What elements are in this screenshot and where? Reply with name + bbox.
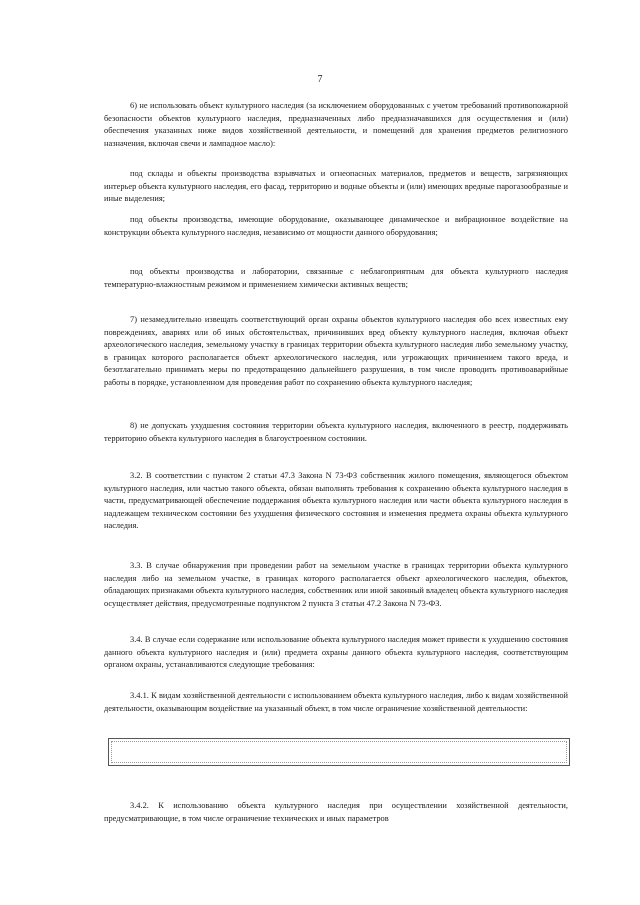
paragraph-3-4-1: 3.4.1. К видам хозяйственной деятельности с использованием объекта культурного наследия, либо к видам хозяйственной деятельности, оказывающим воздействие на указанный объект, в том числе ограничение хозяйственной деятельности:: [104, 691, 568, 713]
paragraph-3-4-2: 3.4.2. К использованию объекта культурного наследия при осуществлении хозяйственной деятельности, предусматривающие, в том числе ограничение технических и иных параметров: [104, 801, 568, 823]
paragraph-production: под объекты производства, имеющие оборудование, оказывающее динамическое и вибрационное воздействие на конструкции объекта культурного наследия, независимо от мощности данного оборудования;: [104, 215, 568, 237]
page-number: 7: [317, 74, 323, 85]
paragraph-8: 8) не допускать ухудшения состояния территории объекта культурного наследия, включенного в реестр, поддерживать территорию объекта культурного наследия в благоустроенном состоянии.: [104, 421, 568, 443]
empty-fill-in-box: [108, 738, 570, 766]
paragraph-laboratories: под объекты производства и лаборатории, связанные с неблагоприятным для объекта культурного наследия температурно-влажностным режимом и применением химически активных веществ;: [104, 267, 568, 289]
paragraph-7: 7) незамедлительно извещать соответствующий орган охраны объектов культурного наследия обо всех известных ему повреждениях, авариях или об иных обстоятельствах, причинивших вред объекту культурного наследия, включая объект археологического наследия, земельному участку в границах территории объекта культурного наследия либо земельному участку, в границах которого располагается объект археологического наследия, или угрожающих причинением такого вреда, и безотлагательно принимать меры по предотвращению дальнейшего разрушения, в том числе проводить противоаварийные работы в порядке, установленном для проведения работ по сохранению объекта культурного наследия;: [104, 315, 568, 387]
paragraph-3-4: 3.4. В случае если содержание или использование объекта культурного наследия может привести к ухудшению состояния данного объекта культурного наследия и (или) предмета охраны данного объекта культурного наследия, соответствующим органом охраны, устанавливаются следующие требования:: [104, 635, 568, 670]
empty-fill-in-box-inner: [111, 741, 567, 763]
paragraph-3-2: 3.2. В соответствии с пунктом 2 статьи 47.3 Закона N 73-ФЗ собственник жилого помещения, являющегося объектом культурного наследия, или частью такого объекта, обязан выполнять требования к сохранению объекта культурного наследия в части, предусматривающей обеспечение поддержания объекта культурного наследия или части объекта культурного наследия в надлежащем техническом состоянии без ухудшения физического состояния и изменения предмета охраны объекта культурного наследия.: [104, 471, 568, 531]
paragraph-warehouses: под склады и объекты производства взрывчатых и огнеопасных материалов, предметов и веществ, загрязняющих интерьер объекта культурного наследия, его фасад, территорию и водные объекты и (или) имеющих вредные парогазообразные и иные выделения;: [104, 169, 568, 204]
paragraph-6: 6) не использовать объект культурного наследия (за исключением оборудованных с учетом требований противопожарной безопасности объектов культурного наследия, предназначенных либо предназначавшихся для осуществления и (или) обеспечения указанных ниже видов хозяйственной деятельности, и помещений для хранения предметов религиозного назначения, включая свечи и лампадное масло):: [104, 101, 568, 148]
paragraph-3-3: 3.3. В случае обнаружения при проведении работ на земельном участке в границах территории объекта культурного наследия либо на земельном участке, в границах которого располагается объект археологического наследия, объектов, обладающих признаками объекта культурного наследия, собственник или иной законный владелец объекта культурного наследия осуществляет действия, предусмотренные подпунктом 2 пункта 3 статьи 47.2 Закона N 73-ФЗ.: [104, 561, 568, 608]
